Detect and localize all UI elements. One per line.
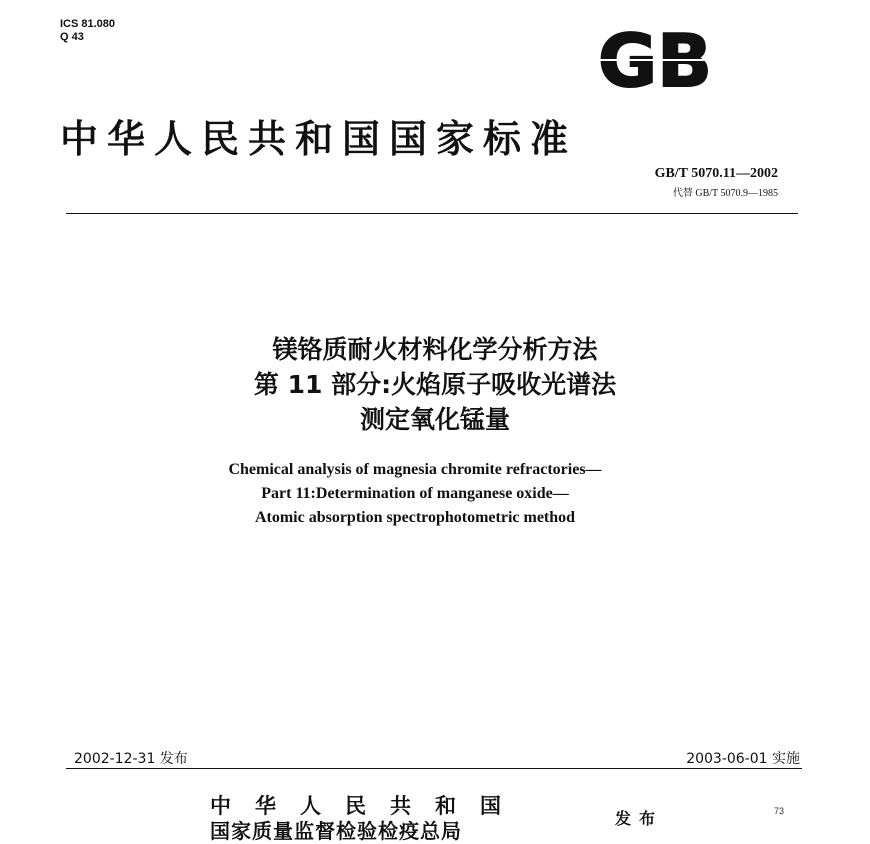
ccs-code: Q 43 — [60, 31, 84, 43]
gb-logo-text: GB — [598, 24, 712, 94]
header-divider — [66, 213, 798, 214]
issuer-line-2: 国家质量监督检验检疫总局 — [210, 819, 462, 843]
gb-logo — [570, 24, 740, 94]
effective-date: 2003-06-01 实施 — [686, 751, 800, 767]
ics-code: ICS 81.080 — [60, 18, 116, 30]
footer-divider — [66, 768, 802, 769]
chinese-title — [0, 332, 870, 437]
chinese-title-line: 镁铬质耐火材料化学分析方法 — [272, 335, 598, 364]
agency-title: 中华人民共和国国家标准 — [60, 116, 578, 161]
standard-number-block — [655, 166, 778, 199]
classification-codes — [60, 18, 115, 44]
english-title-line: Part 11:Determination of manganese oxide— — [261, 485, 569, 502]
english-title-line: Atomic absorption spectrophotometric method — [254, 509, 576, 526]
publish-label: 发布 — [615, 809, 664, 828]
chinese-title-line: 第 11 部分:火焰原子吸收光谱法 — [253, 370, 617, 399]
chinese-title-line: 测定氧化锰量 — [359, 405, 510, 434]
page-number: 73 — [774, 806, 785, 816]
english-title — [0, 458, 830, 530]
standard-number: GB/T 5070.11—2002 — [654, 166, 778, 181]
english-title-line: Chemical analysis of magnesia chromite refractories— — [228, 461, 602, 478]
issue-date: 2002-12-31 发布 — [74, 751, 188, 767]
gb-logo-graphic — [570, 24, 740, 94]
issuer-line-1: 中华人民共和国 — [210, 793, 525, 818]
issuing-authority — [210, 794, 590, 844]
replaced-standard: 代替 GB/T 5070.9—1985 — [672, 188, 778, 199]
